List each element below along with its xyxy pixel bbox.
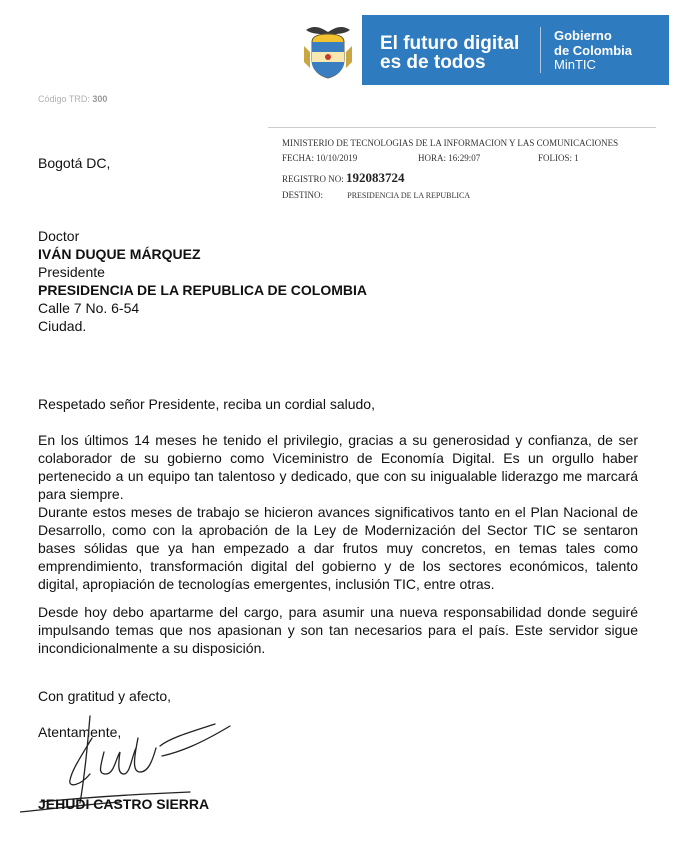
gov-line-2: de Colombia: [554, 42, 633, 58]
greeting: Respetado señor Presidente, reciba un cordial saludo,: [38, 396, 375, 412]
recipient-name: IVÁN DUQUE MÁRQUEZ: [38, 246, 201, 262]
registro-number: 192083724: [346, 170, 405, 185]
recipient-block: [38, 227, 367, 335]
signer-name: JEHUDI CASTRO SIERRA: [38, 796, 210, 812]
stamp-registro: REGISTRO NO: 192083724: [282, 170, 405, 185]
slogan-line-2: es de todos: [380, 52, 486, 73]
registration-stamp: [268, 124, 656, 214]
trd-label: Código TRD:: [38, 94, 90, 104]
recipient-address: Calle 7 No. 6-54: [38, 300, 140, 316]
paragraph-3: Desde hoy debo apartarme del cargo, para asumir una nueva responsabilidad donde seguiré impulsando temas que nos apasionan y son tan necesarios para el país. Este servidor sigue incondicionalmente a su disposición.: [38, 604, 638, 656]
recipient-title: Doctor: [38, 228, 80, 244]
trd-value: 300: [92, 94, 108, 104]
stamp-fecha: FECHA: 10/10/2019: [282, 153, 358, 163]
gov-logo-text: [554, 29, 632, 73]
recipient-role: Presidente: [38, 264, 105, 280]
stamp-hora: HORA: 16:29:07: [418, 153, 481, 163]
recipient-city: Ciudad.: [38, 318, 87, 334]
gov-line-1: Gobierno: [554, 28, 612, 43]
sign-off: Atentamente,: [38, 724, 122, 740]
gov-line-3: MinTIC: [554, 57, 596, 72]
stamp-ministry: MINISTERIO DE TECNOLOGIAS DE LA INFORMACION Y LAS COMUNICACIONES: [282, 138, 619, 148]
recipient-office: PRESIDENCIA DE LA REPUBLICA DE COLOMBIA: [38, 282, 368, 298]
stamp-border: [268, 127, 656, 128]
stamp-folios: FOLIOS: 1: [538, 153, 579, 163]
letter-place: Bogotá DC,: [38, 155, 111, 171]
banner-divider: [540, 27, 541, 73]
slogan-line-1: El futuro digital: [380, 33, 520, 54]
government-banner: [362, 15, 669, 85]
closing: Con gratitud y afecto,: [38, 688, 172, 704]
paragraph-1: En los últimos 14 meses he tenido el privilegio, gracias a su generosidad y confianza, de ser colaborador de su gobierno como Viceministro de Economía Digital. Es un orgullo haber pertenecido a un equipo tan talentoso y dedicado, que con su inigualable liderazgo me marcará para siempre.: [38, 432, 638, 502]
trd-code: [38, 94, 107, 104]
paragraph-2: Durante estos meses de trabajo se hicieron avances significativos tanto en el Plan Nacional de Desarrollo, como con la aprobación de la Ley de Modernización del Sector TIC se sentaron bases sólidas que ya han empezado a dar frutos muy concretos, en temas tales como emprendimiento, transformación digital del gobierno y de los sectores económicos, talento digital, apropiación de tecnologías emergentes, inclusión TIC, entre otras.: [38, 504, 638, 592]
colombia-coat-of-arms-icon: [302, 22, 354, 80]
banner-slogan: [380, 34, 519, 72]
stamp-destino: DESTINO: PRESIDENCIA DE LA REPUBLICA: [282, 190, 471, 200]
